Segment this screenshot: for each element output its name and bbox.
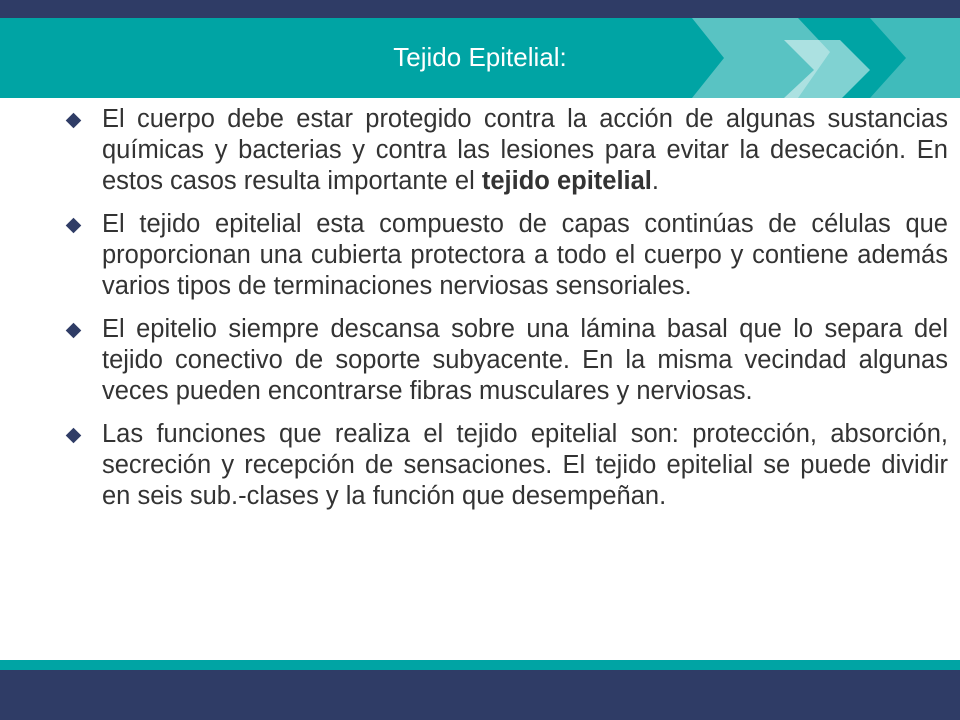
chevron-decoration-icon	[680, 18, 960, 98]
bullet-item	[66, 419, 948, 512]
bullet-text: El epitelio siempre descansa sobre una lámina basal que lo separa del tejido conectivo de soporte subyacente. En la misma vecindad algunas veces pueden encontrarse fibras musculares y nerviosas.	[102, 315, 948, 405]
bullet-text: El cuerpo debe estar protegido contra la acción de algunas sustancias químicas y bacterias y contra las lesiones para evitar la desecación. En estos casos resulta importante el tejido epitelial.	[102, 105, 948, 195]
bold-term: tejido epitelial	[481, 167, 652, 195]
bullet-item	[66, 104, 948, 197]
diamond-bullet-icon	[66, 323, 82, 339]
diamond-bullet-icon	[66, 428, 82, 444]
bullet-item	[66, 314, 948, 407]
bullet-list	[66, 104, 948, 524]
footer-band	[0, 670, 960, 720]
diamond-bullet-icon	[66, 218, 82, 234]
top-band	[0, 0, 960, 18]
title-bar	[0, 18, 960, 98]
slide-title: Tejido Epitelial:	[393, 42, 567, 72]
bullet-text: El tejido epitelial esta compuesto de capas continúas de células que proporcionan una cubierta protectora a todo el cuerpo y contiene además varios tipos de terminaciones nerviosas sensoriales.	[102, 210, 948, 300]
footer-accent-line	[0, 660, 960, 670]
bullet-text: Las funciones que realiza el tejido epitelial son: protección, absorción, secreción y recepción de sensaciones. El tejido epitelial se puede dividir en seis sub.-clases y la función que desempeñan.	[102, 420, 948, 510]
diamond-bullet-icon	[66, 113, 82, 129]
bullet-item	[66, 209, 948, 302]
